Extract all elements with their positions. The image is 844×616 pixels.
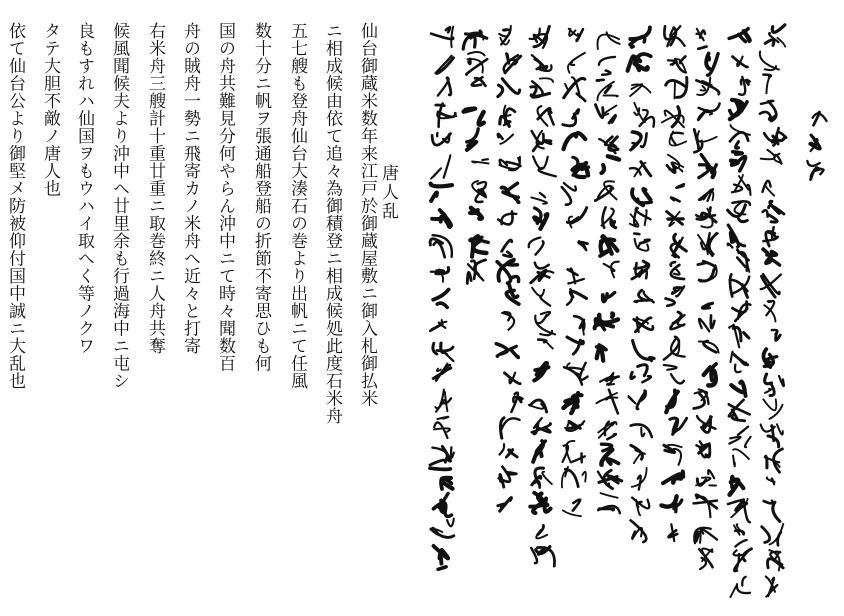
manuscript-column-strokes xyxy=(562,29,589,517)
transcription-column-5: 国の舟共難見分何やらん沖中ニて時々聞数百 xyxy=(215,22,235,372)
transcription-block xyxy=(6,22,396,582)
transcription-column-7: 右米舟三艘計十重廿重ニ取巻終ニ人舟共奪 xyxy=(145,22,165,355)
manuscript-image xyxy=(418,6,838,610)
manuscript-column-strokes xyxy=(430,27,456,570)
manuscript-column-strokes xyxy=(760,25,786,597)
manuscript-column-strokes xyxy=(529,27,556,567)
transcription-column-1: 仙台御蔵米数年来江戸於御蔵屋敷ニ御入札御払米 xyxy=(357,22,377,407)
manuscript-column-strokes xyxy=(496,26,522,511)
manuscript-title-strokes xyxy=(807,112,826,180)
transcription-title: 唐人乱 xyxy=(378,164,398,221)
manuscript-column-strokes xyxy=(595,32,622,513)
transcription-column-11: 依て仙台公より御堅メ防被仰付国中誠ニ大乱也 xyxy=(5,22,25,390)
transcription-column-4: 数十分ニ帆ヲ張通船登船の折節不寄思ひも何 xyxy=(251,22,271,372)
transcription-column-2: ニ相成候由依て追々為御積登ニ相成候処此度石米舟 xyxy=(322,22,342,425)
manuscript-column-strokes xyxy=(694,29,720,569)
manuscript-brush-strokes xyxy=(418,6,838,610)
manuscript-column-strokes xyxy=(662,26,687,541)
manuscript-column-strokes xyxy=(728,29,752,598)
transcription-column-9: 良もすれハ仙国ヲもウハイ取へく等ノクワ xyxy=(74,22,94,355)
transcription-column-8: 候風聞候夫より沖中へ廿里余も行過海中ニ屯シ xyxy=(109,22,129,390)
manuscript-column-strokes xyxy=(628,28,655,543)
manuscript-column-strokes xyxy=(463,31,488,283)
transcription-column-6: 舟の賊舟一勢ニ飛寄カノ米舟へ近々と打寄 xyxy=(180,22,200,355)
transcription-column-10: タテ大胆不敵ノ唐人也 xyxy=(40,22,60,197)
transcription-column-3: 五七艘も登舟仙台大湊石の巻より出帆ニて任風 xyxy=(287,22,307,390)
